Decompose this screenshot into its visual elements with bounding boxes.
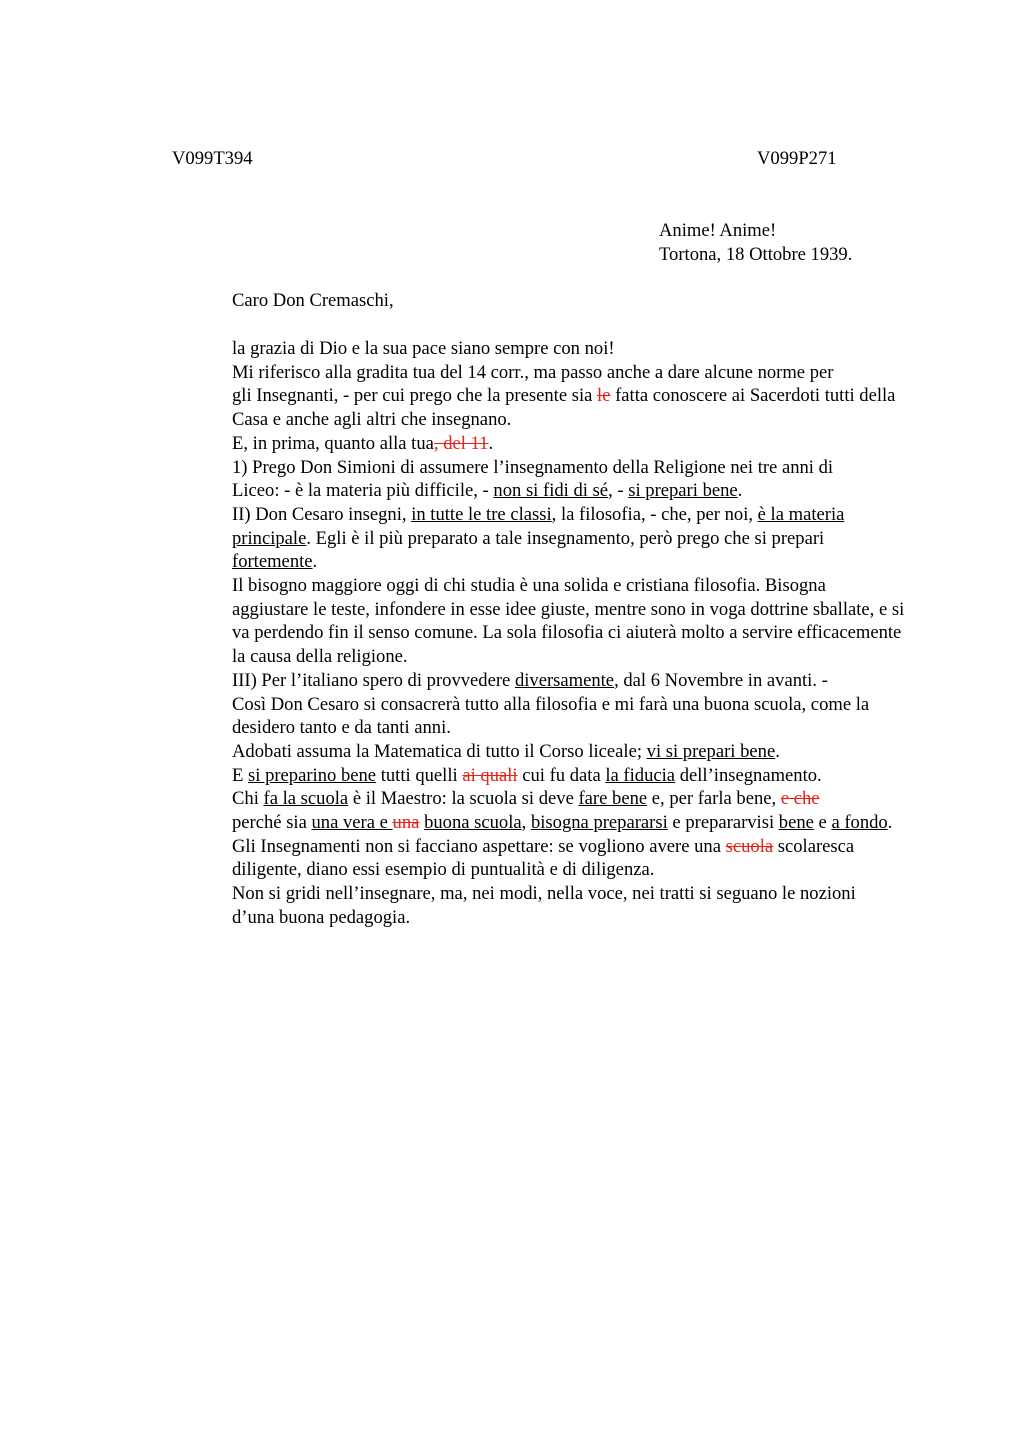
text-run: desidero tanto e da tanti anni. bbox=[232, 717, 451, 739]
underlined-text: si preparino bene bbox=[248, 764, 377, 786]
text-run: fatta conoscere ai Sacerdoti tutti della bbox=[610, 385, 896, 407]
text-run: diligente, diano essi esempio di puntualità e di diligenza. bbox=[232, 859, 655, 881]
text-run: . Egli è il più preparato a tale insegnamento, però prego che si prepari bbox=[306, 527, 825, 549]
paragraph bbox=[172, 740, 928, 764]
paragraph bbox=[172, 574, 928, 669]
text-run: 1) Prego Don Simioni di assumere l’insegnamento della Religione nei tre anni di bbox=[232, 456, 834, 478]
paragraph bbox=[172, 835, 928, 882]
text-run: Chi bbox=[232, 788, 264, 810]
text-line bbox=[172, 882, 928, 906]
paragraph bbox=[172, 787, 928, 834]
text-run: E bbox=[232, 764, 249, 786]
underlined-text: non si fidi di sé bbox=[493, 480, 609, 502]
underlined-text: a fondo bbox=[831, 812, 888, 834]
text-run: Liceo: - è la materia più difficile, - bbox=[232, 480, 494, 502]
text-run: Mi riferisco alla gradita tua del 14 corr., ma passo anche a dare alcune norme per bbox=[232, 361, 834, 383]
text-run: E, in prima, quanto alla tua bbox=[232, 432, 434, 454]
deleted-text: una bbox=[392, 812, 420, 834]
paragraph bbox=[172, 337, 928, 361]
underlined-text: fortemente bbox=[232, 551, 313, 573]
text-line bbox=[172, 527, 928, 551]
text-run: la causa della religione. bbox=[232, 646, 408, 668]
deleted-text: le bbox=[597, 385, 611, 407]
paragraph bbox=[172, 669, 928, 740]
text-run: e bbox=[813, 812, 832, 834]
deleted-text: e che bbox=[780, 788, 820, 810]
text-run: . bbox=[887, 812, 893, 834]
text-run: d’una buona pedagogia. bbox=[232, 906, 411, 928]
text-run: . bbox=[488, 432, 494, 454]
deleted-text: , del 11 bbox=[433, 432, 489, 454]
document-code-right: V099P271 bbox=[757, 148, 837, 169]
text-run: , la filosofia, - che, per noi, bbox=[551, 503, 758, 525]
underlined-text: in tutte le tre classi bbox=[411, 503, 552, 525]
text-line bbox=[172, 550, 928, 574]
text-line bbox=[172, 787, 928, 811]
text-run: aggiustare le teste, infondere in esse idee giuste, mentre sono in voga dottrine sballate, e si bbox=[232, 598, 905, 620]
text-line bbox=[172, 645, 928, 669]
text-run: gli Insegnanti, - per cui prego che la presente sia bbox=[232, 385, 598, 407]
paragraph bbox=[172, 764, 928, 788]
underlined-text: bisogna prepararsi bbox=[530, 812, 668, 834]
text-line bbox=[172, 906, 928, 930]
salutation: Caro Don Cremaschi, bbox=[232, 290, 394, 311]
text-line bbox=[172, 574, 928, 598]
text-run: Il bisogno maggiore oggi di chi studia è una solida e cristiana filosofia. Bisogna bbox=[232, 575, 826, 597]
text-run: va perdendo fin il senso comune. La sola filosofia ci aiuterà molto a servire efficacemente bbox=[232, 622, 902, 644]
underlined-text: la fiducia bbox=[605, 764, 676, 786]
text-run: , bbox=[521, 812, 531, 834]
paragraph bbox=[172, 503, 928, 574]
text-run: e, per farla bene, bbox=[647, 788, 781, 810]
text-run: Adobati assuma la Matematica di tutto il Corso liceale; bbox=[232, 740, 647, 762]
deleted-text: scuola bbox=[725, 835, 774, 857]
text-line bbox=[172, 858, 928, 882]
text-run: Gli Insegnamenti non si facciano aspettare: se vogliono avere una bbox=[232, 835, 726, 857]
text-run: . bbox=[737, 480, 743, 502]
letter-body bbox=[172, 337, 928, 930]
dateline bbox=[659, 219, 852, 267]
text-line bbox=[172, 621, 928, 645]
text-line bbox=[172, 740, 928, 764]
text-line bbox=[172, 384, 928, 408]
text-run: scolaresca bbox=[773, 835, 855, 857]
underlined-text: fare bene bbox=[578, 788, 648, 810]
underlined-text: diversamente bbox=[514, 669, 615, 691]
text-line bbox=[172, 835, 928, 859]
text-line bbox=[172, 408, 928, 432]
text-run: Casa e anche agli altri che insegnano. bbox=[232, 409, 512, 431]
text-line bbox=[172, 693, 928, 717]
document-code-left: V099T394 bbox=[172, 148, 253, 169]
text-run: è il Maestro: la scuola si deve bbox=[348, 788, 579, 810]
text-run: II) Don Cesaro insegni, bbox=[232, 503, 412, 525]
text-run: Così Don Cesaro si consacrerà tutto alla filosofia e mi farà una buona scuola, come la bbox=[232, 693, 870, 715]
text-line bbox=[172, 811, 928, 835]
deleted-text: ai quali bbox=[462, 764, 518, 786]
underlined-text: principale bbox=[232, 527, 307, 549]
text-line bbox=[172, 456, 928, 480]
paragraph bbox=[172, 361, 928, 432]
text-line bbox=[172, 479, 928, 503]
text-line bbox=[172, 337, 928, 361]
text-run: III) Per l’italiano spero di provvedere bbox=[232, 669, 515, 691]
text-line bbox=[172, 503, 928, 527]
text-run: cui fu data bbox=[517, 764, 606, 786]
place-date: Tortona, 18 Ottobre 1939. bbox=[659, 244, 853, 265]
underlined-text: fa la scuola bbox=[263, 788, 349, 810]
text-run: . bbox=[312, 551, 318, 573]
underlined-text: una vera e bbox=[311, 812, 393, 834]
paragraph bbox=[172, 432, 928, 456]
text-run: , dal 6 Novembre in avanti. - bbox=[614, 669, 828, 691]
underlined-text: si prepari bene bbox=[628, 480, 738, 502]
underlined-text: buona scuola bbox=[424, 812, 522, 834]
text-line bbox=[172, 598, 928, 622]
text-line bbox=[172, 764, 928, 788]
text-line bbox=[172, 432, 928, 456]
paragraph bbox=[172, 456, 928, 503]
paragraph bbox=[172, 882, 928, 929]
text-run: tutti quelli bbox=[376, 764, 463, 786]
text-run: . bbox=[775, 740, 780, 762]
text-line bbox=[172, 361, 928, 385]
text-line bbox=[172, 669, 928, 693]
text-run: , - bbox=[608, 480, 629, 502]
underlined-text: bene bbox=[778, 812, 814, 834]
underlined-text: è la materia bbox=[757, 503, 845, 525]
text-run: Non si gridi nell’insegnare, ma, nei modi, nella voce, nei tratti si seguano le nozioni bbox=[232, 883, 856, 905]
motto: Anime! Anime! bbox=[659, 220, 777, 241]
text-line bbox=[172, 716, 928, 740]
text-run: e prepararvisi bbox=[667, 812, 779, 834]
underlined-text: vi si prepari bene bbox=[646, 740, 776, 762]
text-run: perché sia bbox=[232, 812, 312, 834]
text-run: la grazia di Dio e la sua pace siano sempre con noi! bbox=[232, 338, 615, 359]
text-run: dell’insegnamento. bbox=[675, 764, 822, 786]
